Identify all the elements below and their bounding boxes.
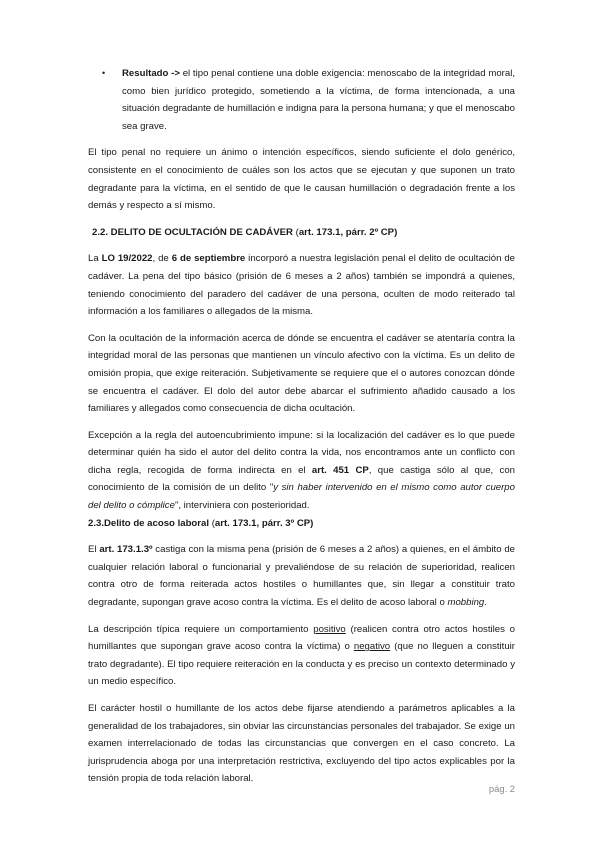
bullet-text: el tipo penal contiene una doble exigencia: menoscabo de la integridad moral, como bien jurídico protegido, sometiendo a la víctima, de forma intencionada, a una situación degradante de humillación e indigna para la persona humana; y que el menoscabo sea grave. xyxy=(122,68,515,132)
heading-article: art. 173.1 xyxy=(298,226,341,238)
paragraph-dolo: El tipo penal no requiere un ánimo o intención específicos, siendo suficiente el dolo genérico, consistente en el conocimiento de cuáles son los actos que se ejecutan y que suponen un trato degradante para la víctima, en el sentido de que le causan humillación o degradación frente a los demás y respecto a sí mismo. xyxy=(88,147,515,212)
heading-article: art. 173.1 xyxy=(214,517,257,529)
law-reference: LO 19/2022 xyxy=(101,253,153,265)
heading-rest: , párr. 3º CP) xyxy=(256,517,314,529)
bullet-resultado xyxy=(88,65,515,135)
paragraph-lo-19-2022 xyxy=(88,250,515,320)
text-run: incorporó a nuestra legislación penal el delito de ocultación de cadáver. La pena del tipo básico (prisión de 6 meses a 2 años) también se impondrá a quienes, teniendo conocimiento del paradero del cadáver de una persona, oculten de modo reiterado tal información a los familiares o allegados de la misma. xyxy=(88,253,515,318)
text-run: (realicen contra otro actos hostiles o humillantes que supongan grave acoso contra la víctima) o xyxy=(88,623,515,653)
heading-open: ( xyxy=(209,517,215,529)
text-run: El xyxy=(88,544,100,556)
text-run: castiga con la misma pena (prisión de 6 meses a 2 años) a quienes, en el ámbito de cualquier relación laboral o funcionarial y prevaliéndose de su relación de superioridad, realicen contra otro de forma reiterada actos hostiles o humillantes que, sin llegar a constituir trato degradante, supongan grave acoso contra la víctima. Es el delito de acoso laboral o xyxy=(88,544,515,609)
text-run: Excepción a la regla del autoencubrimiento impune: si la localización del cadáver es lo que puede determinar quién ha sido el autor del delito contra la vida, nos encontramos ante un conflicto con dicha regla, recogida de forma indirecta en el xyxy=(88,429,515,476)
text-run: , que castiga sólo al que, con conocimiento de la comisión de un delito " xyxy=(88,464,515,494)
paragraph-ocultacion: Con la ocultación de la información acerca de dónde se encuentra el cadáver se atentaría contra la integridad moral de las personas que mantienen un vínculo afectivo con la víctima. Es un delito de omisión propia, que exige reiteración. Subjetivamente se requiere que el o autores conozcan dónde se encuentra el cadáver. El dolo del autor debe abarcar el sufrimiento añadido causado a los familiares y allegados como consecuencia de dicha ocultación. xyxy=(88,332,515,415)
term-positivo: positivo xyxy=(313,623,346,635)
paragraph-excepcion xyxy=(88,427,515,515)
text-run: . xyxy=(484,597,487,609)
text-run: (que no lleguen a constituir trato degradante). El tipo requiere reiteración en la conducta y es preciso un contexto determinado y un medio específico. xyxy=(88,641,515,688)
heading-rest: , párr. 2º CP) xyxy=(340,226,398,238)
bullet-marker: • xyxy=(102,68,106,78)
document-page xyxy=(88,65,515,788)
section-heading-acoso-laboral xyxy=(88,515,515,533)
legal-quote: y sin haber intervenido en el mismo como autor cuerpo del delito o cómplice xyxy=(88,482,515,512)
article-reference: art. 173.1.3º xyxy=(99,544,153,556)
text-run: , de xyxy=(152,253,172,265)
article-reference: art. 451 CP xyxy=(311,464,369,476)
law-date: 6 de septiembre xyxy=(171,253,246,265)
paragraph-acoso xyxy=(88,541,515,611)
text-run: La xyxy=(88,253,102,265)
heading-open: ( xyxy=(292,226,299,238)
mobbing-term: mobbing xyxy=(447,597,485,609)
term-negativo: negativo xyxy=(353,641,391,653)
page-number: pág. 2 xyxy=(488,783,515,794)
paragraph-caracter: El carácter hostil o humillante de los actos debe fijarse atendiendo a parámetros aplicables a la generalidad de los trabajadores, sin obviar las circunstancias personales del trabajador. Se exige un examen interrelacionado de todas las circunstancias que convergen en el caso concreto. La jurisprudencia aboga por una interpretación restrictiva, excluyendo del tipo actos explicables por la tensión propia de toda relación laboral. xyxy=(88,703,515,785)
text-run: ", interviniera con posterioridad. xyxy=(174,500,310,512)
paragraph-descripcion xyxy=(88,621,515,691)
section-heading-ocultacion xyxy=(88,224,515,242)
bullet-label: Resultado -> xyxy=(122,68,180,79)
heading-title: 2.3.Delito de acoso laboral xyxy=(88,517,210,529)
text-run: La descripción típica requiere un comportamiento xyxy=(88,623,314,635)
heading-title: 2.2. DELITO DE OCULTACIÓN DE CADÁVER xyxy=(92,226,293,238)
